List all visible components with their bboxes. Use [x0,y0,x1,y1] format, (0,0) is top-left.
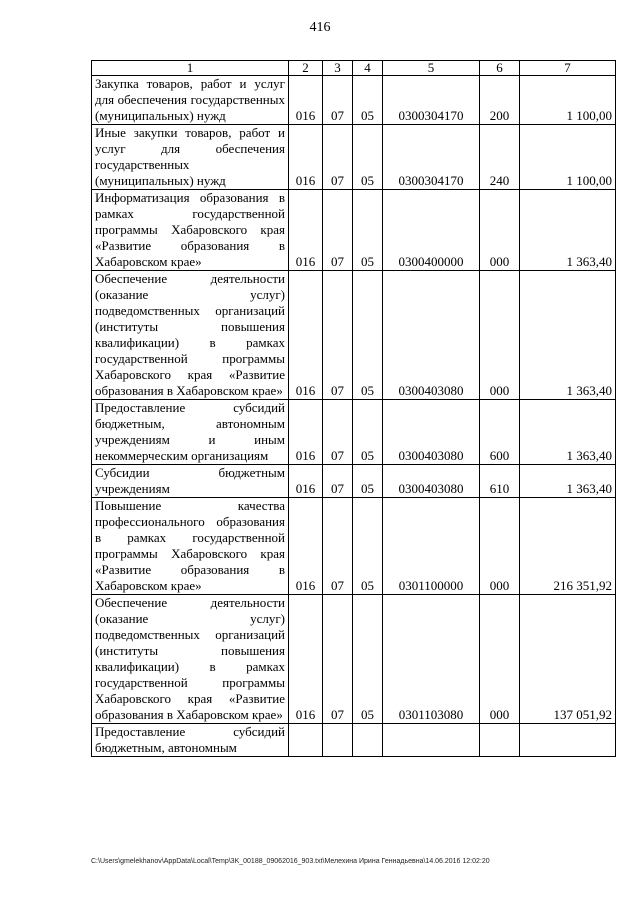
code-cell [323,724,353,757]
code-cell: 0301103080 [383,595,480,724]
row-name-cell: Предоставление субсидий бюджетным, автономным учреждениям и иным некоммерческим организациям [92,400,289,465]
code-cell: 07 [323,400,353,465]
page-number: 416 [309,20,331,35]
row-name-cell: Повышение качества профессионального образования в рамках государственной программы Хабаровского края «Развитие образования в Хабаровском крае» [92,498,289,595]
code-cell [353,724,383,757]
code-cell: 0300403080 [383,465,480,498]
code-cell: 610 [480,465,520,498]
code-cell: 05 [353,271,383,400]
code-cell: 07 [323,595,353,724]
code-cell: 000 [480,498,520,595]
code-cell: 05 [353,498,383,595]
code-cell: 07 [323,76,353,125]
table-row [92,498,616,595]
file-path-footer: C:\Users\gmelekhanov\AppData\Local\Temp\3K_00188_09062016_903.txt\Мелехина Ирина Геннадьевна\14.06.2016 12:02:20 [91,858,490,865]
amount-cell: 1 363,40 [520,271,616,400]
row-name-cell: Предоставление субсидий бюджетным, автономным [92,724,289,757]
header-cell: 7 [520,61,616,76]
amount-cell: 1 100,00 [520,125,616,190]
code-cell: 05 [353,400,383,465]
header-cell: 4 [353,61,383,76]
table-row [92,271,616,400]
code-cell: 016 [289,76,323,125]
code-cell: 016 [289,190,323,271]
code-cell: 000 [480,190,520,271]
amount-cell: 1 363,40 [520,400,616,465]
code-cell: 07 [323,498,353,595]
code-cell: 016 [289,465,323,498]
header-cell: 6 [480,61,520,76]
row-name-cell: Субсидии бюджетным учреждениям [92,465,289,498]
header-cell: 2 [289,61,323,76]
code-cell: 016 [289,271,323,400]
row-name-cell: Информатизация образования в рамках государственной программы Хабаровского края «Развитие образования в Хабаровском крае» [92,190,289,271]
code-cell: 07 [323,271,353,400]
row-name-cell: Обеспечение деятельности (оказание услуг) подведомственных организаций (институты повышения квалификации) в рамках государственной программы Хабаровского края «Развитие образования в Хабаровском крае» [92,271,289,400]
code-cell: 016 [289,400,323,465]
code-cell: 0300403080 [383,271,480,400]
header-cell: 5 [383,61,480,76]
row-name-cell: Обеспечение деятельности (оказание услуг) подведомственных организаций (институты повышения квалификации) в рамках государственной программы Хабаровского края «Развитие образования в Хабаровском крае» [92,595,289,724]
budget-table [91,60,616,757]
code-cell: 07 [323,190,353,271]
amount-cell: 1 363,40 [520,465,616,498]
code-cell: 000 [480,271,520,400]
code-cell: 0301100000 [383,498,480,595]
table-row [92,595,616,724]
code-cell: 016 [289,125,323,190]
code-cell [383,724,480,757]
amount-cell: 137 051,92 [520,595,616,724]
code-cell: 05 [353,465,383,498]
amount-cell: 1 363,40 [520,190,616,271]
amount-cell: 216 351,92 [520,498,616,595]
table-row [92,190,616,271]
table-row [92,76,616,125]
code-cell: 0300403080 [383,400,480,465]
code-cell: 0300304170 [383,125,480,190]
code-cell: 05 [353,125,383,190]
code-cell: 05 [353,76,383,125]
code-cell: 600 [480,400,520,465]
table-row [92,125,616,190]
table-row [92,400,616,465]
header-cell: 3 [323,61,353,76]
code-cell: 016 [289,498,323,595]
code-cell: 016 [289,595,323,724]
code-cell: 200 [480,76,520,125]
code-cell: 0300400000 [383,190,480,271]
header-row [92,61,616,76]
header-cell: 1 [92,61,289,76]
code-cell: 240 [480,125,520,190]
code-cell: 05 [353,595,383,724]
code-cell [480,724,520,757]
row-name-cell: Иные закупки товаров, работ и услуг для обеспечения государственных (муниципальных) нужд [92,125,289,190]
table-row [92,724,616,757]
amount-cell [520,724,616,757]
code-cell: 000 [480,595,520,724]
table-row [92,465,616,498]
code-cell [289,724,323,757]
code-cell: 07 [323,125,353,190]
row-name-cell: Закупка товаров, работ и услуг для обеспечения государственных (муниципальных) нужд [92,76,289,125]
code-cell: 07 [323,465,353,498]
code-cell: 05 [353,190,383,271]
code-cell: 0300304170 [383,76,480,125]
amount-cell: 1 100,00 [520,76,616,125]
